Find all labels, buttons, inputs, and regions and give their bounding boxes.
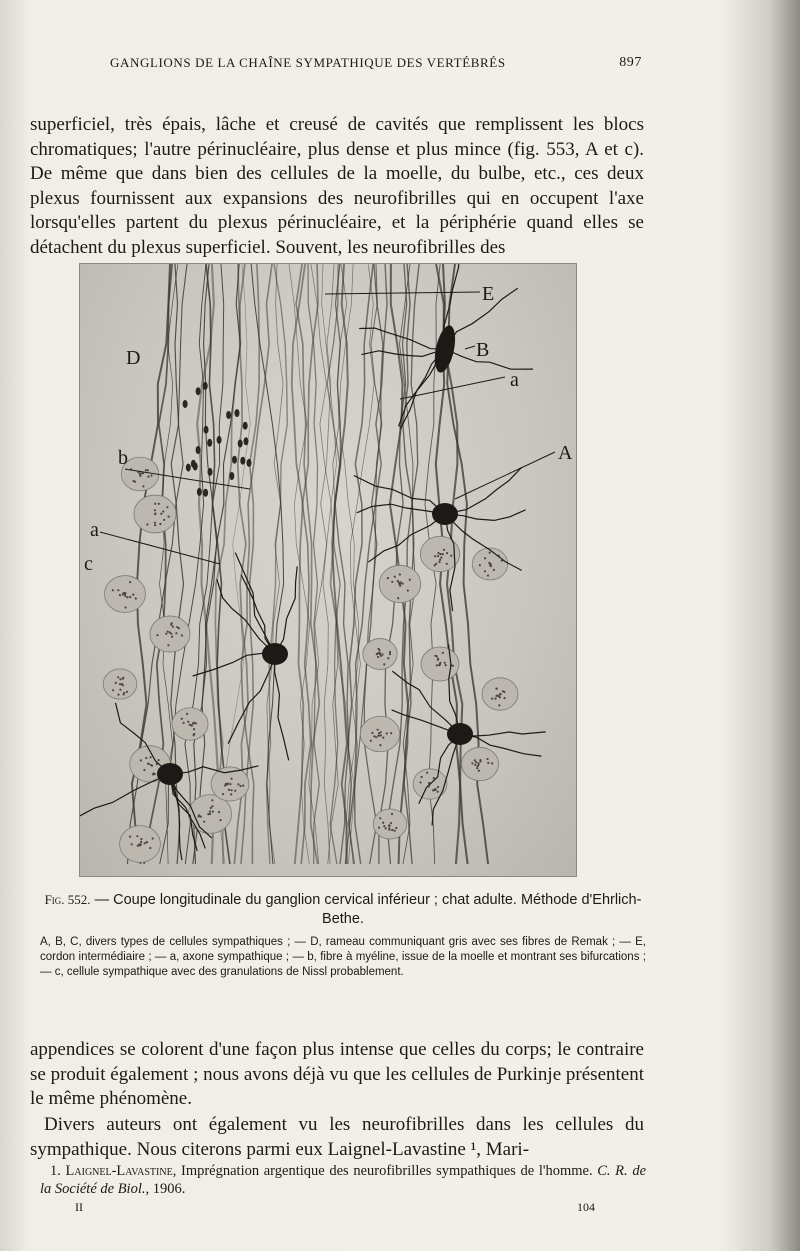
- ganglion-cell: [472, 548, 508, 580]
- varicosity: [229, 472, 234, 480]
- varicosity: [235, 409, 240, 417]
- footnote-journal: C. R. de la Société de Biol.,: [40, 1163, 647, 1197]
- varicosity: [196, 446, 201, 454]
- stained-neuron: [359, 264, 533, 429]
- ganglion-cell: [120, 826, 161, 863]
- leader-line-A: [455, 452, 555, 499]
- varicosity: [203, 489, 208, 497]
- figure-label-a-upper: a: [510, 369, 519, 391]
- footnote-author: Laignel-Lavastine,: [65, 1163, 177, 1179]
- ganglion-cell: [134, 495, 176, 533]
- page-footer: [75, 1200, 595, 1218]
- varicosity: [186, 464, 191, 472]
- sheet-number: 104: [577, 1200, 595, 1214]
- footnote-year: 1906.: [152, 1181, 186, 1197]
- footnote: [40, 1162, 646, 1198]
- ganglion-cell: [172, 708, 208, 740]
- figure-label-d: D: [126, 347, 141, 369]
- ganglion-cell: [461, 747, 498, 780]
- signature-mark: II: [75, 1200, 83, 1214]
- figure-label-A: A: [558, 442, 573, 464]
- nerve-fiber: [193, 264, 217, 864]
- varicosity: [238, 440, 243, 448]
- ganglion-cell: [379, 565, 421, 602]
- ganglion-cell: [363, 639, 397, 670]
- varicosity: [244, 437, 249, 445]
- figure-label-a-lower: a: [90, 519, 99, 541]
- figure-caption: [40, 890, 646, 929]
- varicosity: [197, 488, 202, 496]
- ganglion-cell: [103, 669, 137, 699]
- ganglion-cell: [150, 616, 190, 652]
- page-number: 897: [619, 55, 642, 70]
- varicosity: [203, 382, 208, 390]
- varicosity: [240, 457, 245, 465]
- leader-line-b: [465, 346, 475, 349]
- ganglion-cell: [360, 716, 399, 751]
- varicosity: [196, 387, 201, 395]
- histology-figure: [79, 263, 577, 877]
- footnote-marker: 1.: [50, 1163, 61, 1179]
- figure-label-c: c: [84, 553, 93, 575]
- ganglion-illustration: [80, 264, 576, 876]
- body-paragraph-1: superficiel, très épais, lâche et creusé de cavités que remplissent les blocs chromatiques; l'autre périnucléaire, plus dense et plus mince (fig. 553, A et c). De même que dans bien des cellules de la moelle, du bulbe, etc., ces deux plexus fournissent aux expansions des neurofibrilles qui en occupent l'axe lorsqu'elles partent du plexus périnucléaire, et la périphérie quand elles se détachent du plexus superficiel. Souvent, les neurofibrilles des: [30, 114, 644, 258]
- varicosity: [243, 422, 248, 430]
- body-paragraph-2: appendices se colorent d'une façon plus intense que celles du corps; le contraire se produit également ; nous avons déjà vu que les cellules de Purkinje présentent le même phénomène.: [30, 1039, 644, 1109]
- body-paragraph-3: Divers auteurs ont également vu les neurofibrilles dans les cellules du sympathique. Nous citerons parmi eux Laignel-Lavastine ¹, Mari-: [30, 1114, 644, 1160]
- varicosity: [232, 456, 237, 464]
- ganglion-cell: [482, 678, 518, 710]
- figure-number: Fig. 552.: [44, 892, 91, 907]
- varicosity: [207, 439, 212, 447]
- varicosity: [247, 459, 252, 467]
- ganglion-cell: [373, 809, 406, 839]
- stained-neuron: [392, 645, 546, 826]
- figure-label-b-lower: b: [118, 447, 128, 469]
- leader-line-e: [325, 292, 480, 294]
- footnote-text: Imprégnation argentique des neurofibrilles sympathiques de l'homme.: [180, 1163, 593, 1179]
- ganglion-cell: [105, 576, 146, 613]
- running-head: [110, 55, 650, 75]
- figure-caption-title: — Coupe longitudinale du ganglion cervical inférieur ; chat adulte. Méthode d'Ehrlich-Bethe.: [94, 892, 642, 927]
- figure-label-e: E: [482, 283, 495, 305]
- varicosity: [208, 468, 213, 476]
- varicosity: [204, 426, 209, 434]
- ganglion-cell: [421, 647, 459, 681]
- figure-label-b: B: [476, 339, 490, 361]
- varicosity: [217, 436, 222, 444]
- figure-legend: A, B, C, divers types de cellules sympathiques ; — D, rameau communiquant gris avec ses fibres de Remak ; — E, cordon intermédiaire ; — a, axone sympathique ; — b, fibre à myéline, issue de la moelle et montrant ses bifurcations ; — c, cellule sympathique avec des granulations de Nissl probablement.: [40, 936, 646, 978]
- varicosity: [193, 463, 198, 471]
- running-title: GANGLIONS DE LA CHAÎNE SYMPATHIQUE DES VERTÉBRÉS: [110, 55, 506, 70]
- varicosity: [226, 411, 231, 419]
- varicosity: [183, 400, 188, 408]
